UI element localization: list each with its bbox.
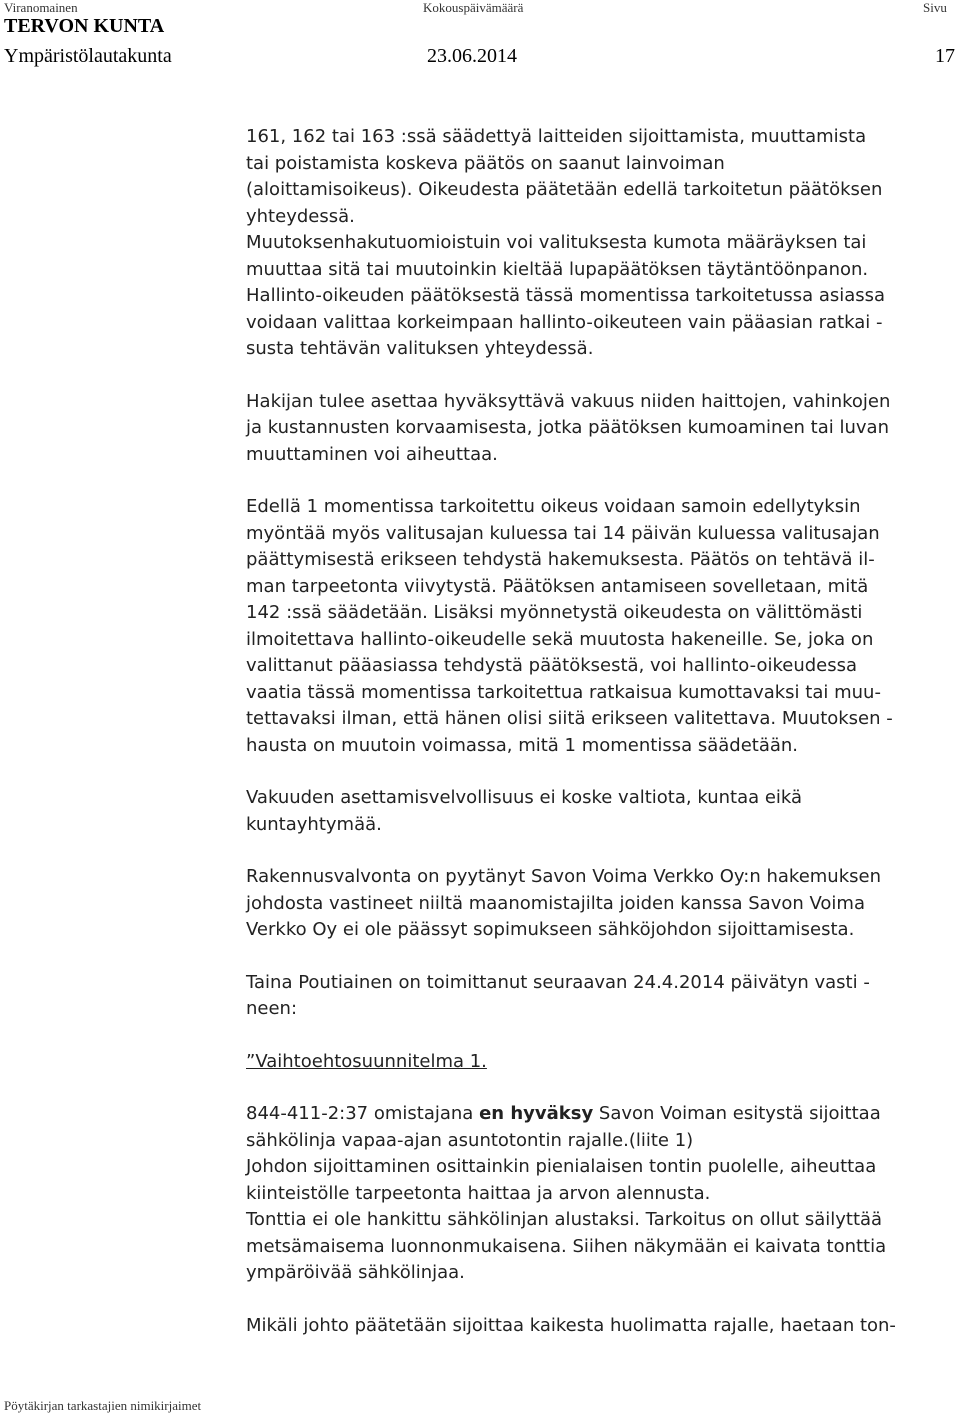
paragraph-3 (246, 494, 958, 759)
text-line: hausta on muutoin voimassa, mitä 1 momentissa säädetään. (246, 734, 799, 756)
text-line: (aloittamisoikeus). Oikeudesta päätetään edellä tarkoitetun päätöksen (246, 179, 883, 200)
text-line: neen: (246, 998, 298, 1019)
text-line: Tonttia ei ole hankittu sähkölinjan alustaksi. Tarkoitus on ollut säilyttää (246, 1209, 883, 1230)
text-segment: Savon Voiman esitystä sijoittaa (593, 1103, 881, 1124)
paragraph-8 (246, 1101, 958, 1287)
header-label-meeting-date: Kokouspäivämäärä (423, 0, 524, 15)
text-line: tettavaksi ilman, että hänen olisi siitä erikseen valitettava. Muutoksen - (246, 708, 893, 729)
header-page-number: 17 (935, 45, 955, 67)
text-line: muuttaminen voi aiheuttaa. (246, 443, 498, 465)
text-line: ilmoitettava hallinto-oikeudelle sekä muutosta hakeneille. Se, joka on (246, 628, 874, 650)
text-line: valittanut pääasiassa tehdystä päätöksestä, voi hallinto-oikeudessa (246, 655, 858, 676)
text-line: Hallinto-oikeuden päätöksestä tässä momentissa tarkoitetussa asiassa (246, 285, 886, 306)
text-line: Vakuuden asettamisvelvollisuus ei koske valtiota, kuntaa eikä (246, 787, 803, 808)
text-line: Johdon sijoittaminen osittainkin pienialaisen tontin puolelle, aiheuttaa (246, 1156, 877, 1177)
text-line: kuntayhtymää. (246, 813, 382, 835)
text-line (246, 1101, 958, 1128)
paragraph-5 (246, 864, 958, 944)
text-line: kiinteistölle tarpeetonta haittaa ja arvon alennusta. (246, 1182, 711, 1204)
text-line: johdosta vastineet niiltä maanomistajilta joiden kanssa Savon Voima (246, 892, 865, 914)
text-line: yhteydessä. (246, 205, 355, 227)
text-line: päättymisestä erikseen tehdystä hakemuksesta. Päätös on tehtävä il- (246, 549, 875, 570)
text-line: ympäröivää sähkölinjaa. (246, 1262, 465, 1283)
text-line: 142 :ssä säädetään. Lisäksi myönnetystä oikeudesta on välittömästi (246, 602, 863, 623)
header-organization: TERVON KUNTA (4, 15, 165, 37)
text-line: ja kustannusten korvaamisesta, jotka päätöksen kumoaminen tai luvan (246, 417, 889, 438)
subheading-alternative-plan: ”Vaihtoehtosuunnitelma 1. (246, 1050, 487, 1072)
header-label-authority: Viranomainen (4, 0, 78, 15)
text-line: tai poistamista koskeva päätös on saanut lainvoiman (246, 152, 725, 174)
text-line: myöntää myös valitusajan kuluessa tai 14 päivän kuluessa valitusajan (246, 522, 880, 544)
paragraph-7 (246, 1049, 958, 1076)
text-segment: 844-411-2:37 omistajana (246, 1103, 480, 1124)
paragraph-4 (246, 785, 958, 838)
paragraph-2 (246, 389, 958, 469)
text-line: Verkko Oy ei ole päässyt sopimukseen sähköjohdon sijoittamisesta. (246, 919, 855, 940)
paragraph-9 (246, 1313, 958, 1340)
header-authority: Ympäristölautakunta (4, 45, 172, 67)
text-line: Edellä 1 momentissa tarkoitettu oikeus voidaan samoin edellytyksin (246, 496, 861, 517)
text-line: Taina Poutiainen on toimittanut seuraavan 24.4.2014 päivätyn vasti - (246, 971, 870, 993)
text-line: Hakijan tulee asettaa hyväksyttävä vakuus niiden haittojen, vahinkojen (246, 390, 891, 412)
text-line: sähkölinja vapaa-ajan asuntotontin rajalle.(liite 1) (246, 1129, 694, 1151)
text-line: 161, 162 tai 163 :ssä säädettyä laitteiden sijoittamista, muuttamista (246, 126, 867, 147)
text-line: susta tehtävän valituksen yhteydessä. (246, 338, 594, 359)
text-line: vaatia tässä momentissa tarkoitettua ratkaisua kumottavaksi tai muu- (246, 681, 881, 703)
text-line: Mikäli johto päätetään sijoittaa kaikesta huolimatta rajalle, haetaan ton- (246, 1314, 896, 1336)
paragraph-1 (246, 124, 958, 363)
text-line: voidaan valittaa korkeimpaan hallinto-oikeuteen vain pääasian ratkai - (246, 311, 883, 333)
text-line: muuttaa sitä tai muutoinkin kieltää lupapäätöksen täytäntöönpanon. (246, 258, 869, 280)
text-line: man tarpeetonta viivytystä. Päätöksen antamiseen sovelletaan, mitä (246, 575, 869, 597)
footer-initials-label: Pöytäkirjan tarkastajien nimikirjaimet (4, 1398, 202, 1413)
header-label-page: Sivu (923, 0, 947, 15)
header-date: 23.06.2014 (427, 45, 517, 67)
text-line: Muutoksenhakutuomioistuin voi valituksesta kumota määräyksen tai (246, 232, 867, 253)
document-body (246, 124, 958, 1339)
emphasis-text: en hyväksy (479, 1103, 594, 1124)
text-line: metsämaisema luonnonmukaisena. Siihen näkymään ei kaivata tonttia (246, 1235, 887, 1257)
paragraph-6 (246, 970, 958, 1023)
text-line: Rakennusvalvonta on pyytänyt Savon Voima Verkko Oy:n hakemuksen (246, 866, 881, 887)
